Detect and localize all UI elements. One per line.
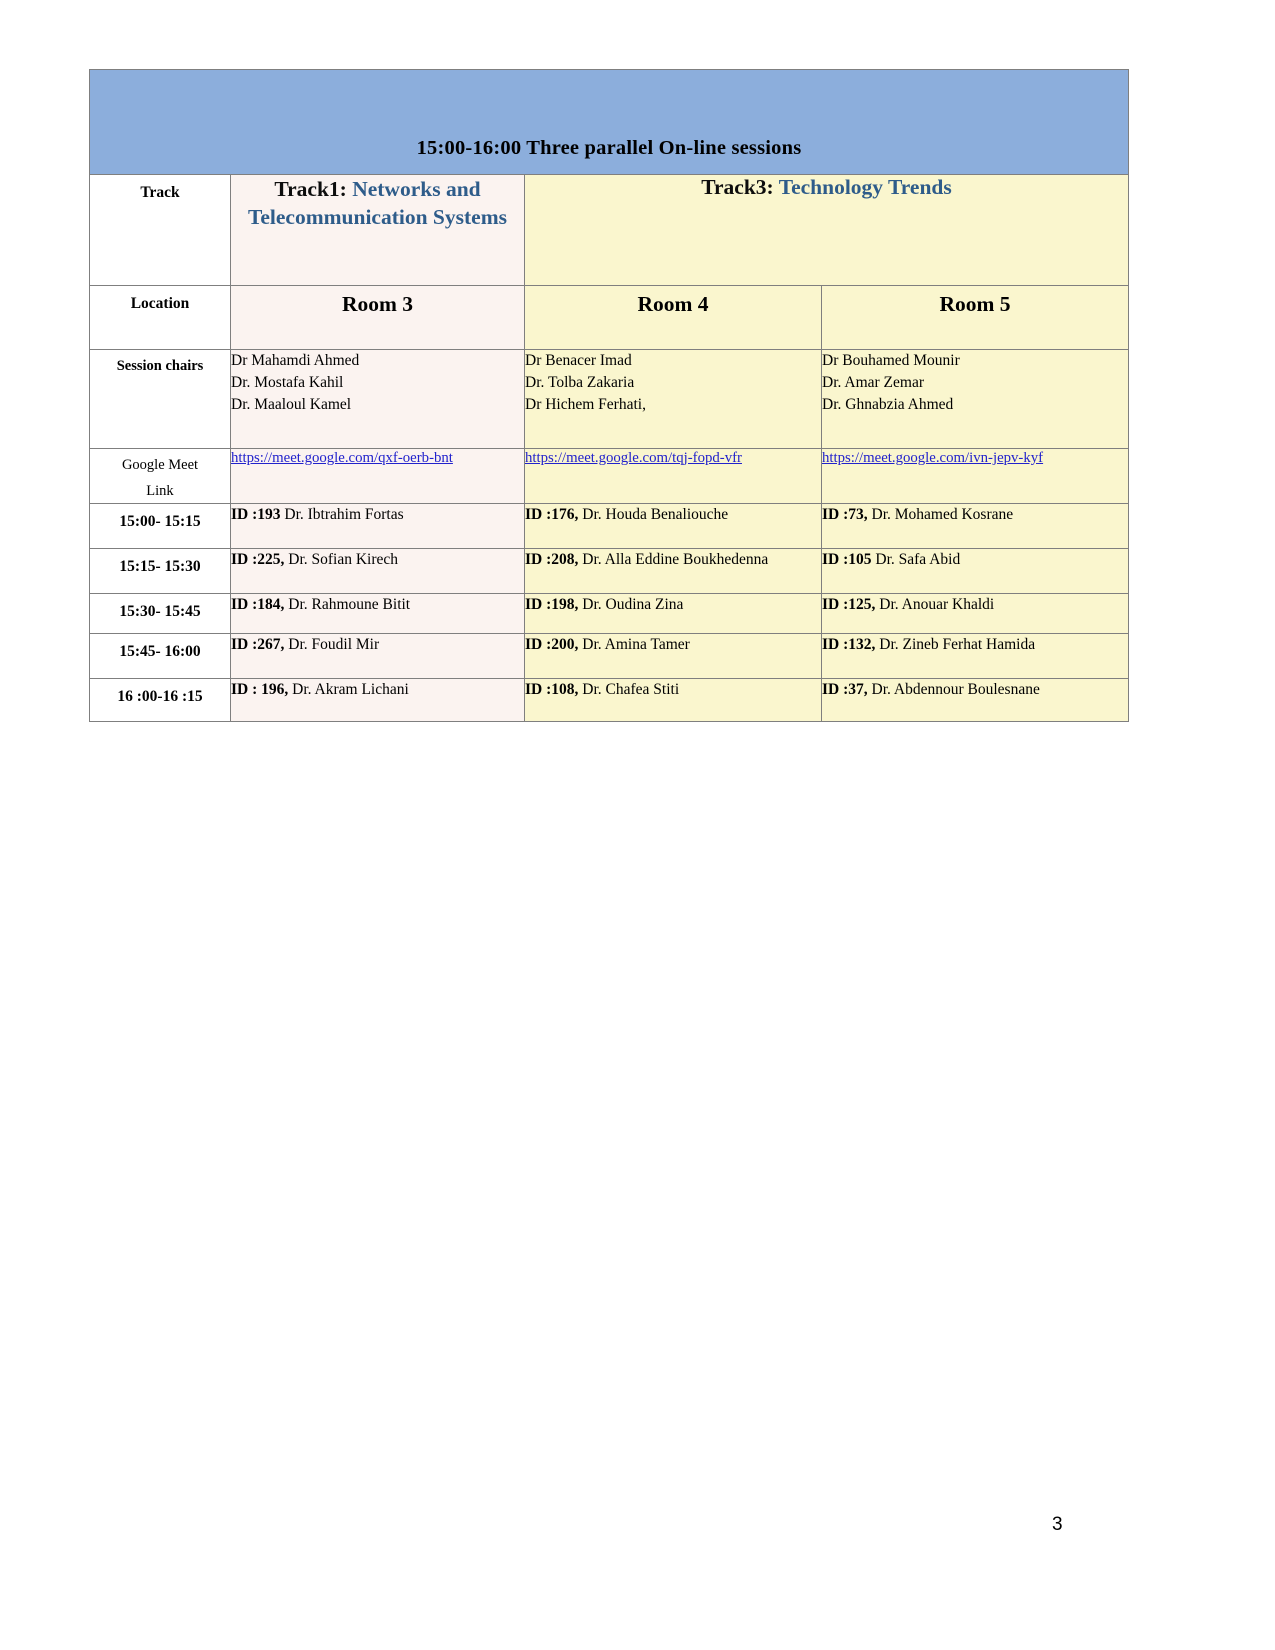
slot-cell-room4 bbox=[525, 549, 822, 594]
row-label-location bbox=[90, 286, 231, 350]
slot-id: ID :176, bbox=[525, 506, 579, 523]
slot-cell-room5 bbox=[822, 504, 1129, 549]
schedule-banner bbox=[90, 70, 1129, 175]
table-row-track bbox=[90, 175, 1129, 286]
table-row-slot bbox=[90, 504, 1129, 549]
slot-id: ID :225, bbox=[231, 551, 285, 568]
slot-time bbox=[90, 504, 231, 549]
row-label-location-text: Location bbox=[130, 295, 190, 312]
slot-speaker: Dr. Foudil Mir bbox=[284, 636, 380, 653]
slot-cell-room4 bbox=[525, 679, 822, 722]
slot-cell-room3 bbox=[231, 504, 525, 549]
chair-name: Dr Benacer Imad bbox=[525, 352, 632, 369]
slot-cell-room5 bbox=[822, 549, 1129, 594]
slot-speaker: Dr. Chafea Stiti bbox=[578, 681, 680, 698]
slot-id: ID :37, bbox=[822, 681, 868, 698]
row-label-track-text: Track bbox=[140, 184, 180, 201]
meet-link-cell-room3 bbox=[231, 449, 525, 504]
table-row-slot bbox=[90, 634, 1129, 679]
meet-link-cell-room4 bbox=[525, 449, 822, 504]
room-cell-room3 bbox=[231, 286, 525, 350]
session-chairs-room3 bbox=[231, 350, 525, 449]
slot-id: ID :184, bbox=[231, 596, 285, 613]
chair-name: Dr Bouhamed Mounir bbox=[822, 352, 960, 369]
row-label-session-chairs bbox=[90, 350, 231, 449]
track1-name: Networks and Telecommunication Systems bbox=[248, 177, 507, 230]
slot-id: ID :73, bbox=[822, 506, 868, 523]
slot-speaker: Dr. Abdennour Boulesnane bbox=[867, 681, 1040, 698]
slot-speaker: Dr. Alla Eddine Boukhedenna bbox=[578, 551, 769, 568]
chair-name: Dr Hichem Ferhati, bbox=[525, 396, 646, 413]
chair-name: Dr. Tolba Zakaria bbox=[525, 374, 635, 391]
slot-time-text: 15:45- 16:00 bbox=[119, 643, 201, 660]
track1-prefix: Track1: bbox=[274, 177, 347, 201]
slot-speaker: Dr. Safa Abid bbox=[871, 551, 961, 568]
room-cell-room5 bbox=[822, 286, 1129, 350]
room-name-room4: Room 4 bbox=[637, 292, 709, 316]
slot-speaker: Dr. Anouar Khaldi bbox=[875, 596, 995, 613]
slot-speaker: Dr. Sofian Kirech bbox=[284, 551, 399, 568]
slot-cell-room5 bbox=[822, 594, 1129, 634]
slot-speaker: Dr. Rahmoune Bitit bbox=[284, 596, 411, 613]
track1-header-cell bbox=[231, 175, 525, 286]
slot-time bbox=[90, 679, 231, 722]
chair-name: Dr. Maaloul Kamel bbox=[231, 396, 352, 413]
table-row-session-chairs bbox=[90, 350, 1129, 449]
chair-name: Dr. Amar Zemar bbox=[822, 374, 925, 391]
slot-id: ID :108, bbox=[525, 681, 579, 698]
slot-cell-room3 bbox=[231, 634, 525, 679]
slot-speaker: Dr. Zineb Ferhat Hamida bbox=[875, 636, 1036, 653]
track3-prefix: Track3: bbox=[701, 175, 774, 199]
meet-link-room4[interactable]: https://meet.google.com/tqj-fopd-vfr bbox=[525, 450, 742, 466]
slot-time-text: 16 :00-16 :15 bbox=[117, 688, 203, 705]
session-schedule-table bbox=[89, 69, 1129, 722]
slot-speaker: Dr. Oudina Zina bbox=[578, 596, 684, 613]
slot-speaker: Dr. Houda Benaliouche bbox=[578, 506, 729, 523]
room-cell-room4 bbox=[525, 286, 822, 350]
slot-cell-room5 bbox=[822, 634, 1129, 679]
row-label-google-meet-link bbox=[90, 449, 231, 504]
table-row-slot bbox=[90, 679, 1129, 722]
table-row-banner bbox=[90, 70, 1129, 175]
row-label-session-chairs-text: Session chairs bbox=[116, 358, 204, 374]
slot-id: ID : 196, bbox=[231, 681, 289, 698]
banner-title: 15:00-16:00 Three parallel On-line sessions bbox=[416, 136, 802, 159]
table-row-slot bbox=[90, 594, 1129, 634]
page-number: 3 bbox=[1052, 1514, 1063, 1535]
chair-name: Dr. Ghnabzia Ahmed bbox=[822, 396, 954, 413]
row-label-track bbox=[90, 175, 231, 286]
meet-link-room5[interactable]: https://meet.google.com/ivn-jepv-kyf bbox=[822, 450, 1044, 466]
meet-link-room3[interactable]: https://meet.google.com/qxf-oerb-bnt bbox=[231, 450, 453, 466]
slot-cell-room3 bbox=[231, 679, 525, 722]
slot-cell-room5 bbox=[822, 679, 1129, 722]
slot-time bbox=[90, 594, 231, 634]
track3-header-cell bbox=[525, 175, 1129, 286]
table-row-location bbox=[90, 286, 1129, 350]
slot-cell-room3 bbox=[231, 594, 525, 634]
table-row-slot bbox=[90, 549, 1129, 594]
meet-link-cell-room5 bbox=[822, 449, 1129, 504]
session-chairs-room5 bbox=[822, 350, 1129, 449]
slot-time-text: 15:15- 15:30 bbox=[119, 558, 201, 575]
slot-time-text: 15:00- 15:15 bbox=[119, 513, 201, 530]
slot-cell-room4 bbox=[525, 594, 822, 634]
track3-name: Technology Trends bbox=[778, 175, 952, 199]
row-label-google-meet-line1: Google Meet bbox=[121, 457, 199, 473]
slot-id: ID :193 bbox=[231, 506, 281, 523]
table-row-meet-links bbox=[90, 449, 1129, 504]
slot-time bbox=[90, 634, 231, 679]
slot-speaker: Dr. Amina Tamer bbox=[578, 636, 690, 653]
row-label-google-meet-line2: Link bbox=[146, 482, 174, 499]
slot-time-text: 15:30- 15:45 bbox=[119, 603, 201, 620]
slot-cell-room3 bbox=[231, 549, 525, 594]
slot-id: ID :198, bbox=[525, 596, 579, 613]
slot-speaker: Dr. Ibtrahim Fortas bbox=[280, 506, 404, 523]
session-chairs-room4 bbox=[525, 350, 822, 449]
slot-id: ID :267, bbox=[231, 636, 285, 653]
slot-cell-room4 bbox=[525, 634, 822, 679]
room-name-room5: Room 5 bbox=[939, 292, 1011, 316]
slot-id: ID :208, bbox=[525, 551, 579, 568]
chair-name: Dr. Mostafa Kahil bbox=[231, 374, 344, 391]
slot-id: ID :125, bbox=[822, 596, 876, 613]
room-name-room3: Room 3 bbox=[341, 292, 414, 316]
slot-time bbox=[90, 549, 231, 594]
slot-speaker: Dr. Akram Lichani bbox=[288, 681, 409, 698]
slot-id: ID :105 bbox=[822, 551, 872, 568]
slot-speaker: Dr. Mohamed Kosrane bbox=[867, 506, 1014, 523]
slot-id: ID :132, bbox=[822, 636, 876, 653]
slot-cell-room4 bbox=[525, 504, 822, 549]
chair-name: Dr Mahamdi Ahmed bbox=[231, 352, 360, 369]
slot-id: ID :200, bbox=[525, 636, 579, 653]
